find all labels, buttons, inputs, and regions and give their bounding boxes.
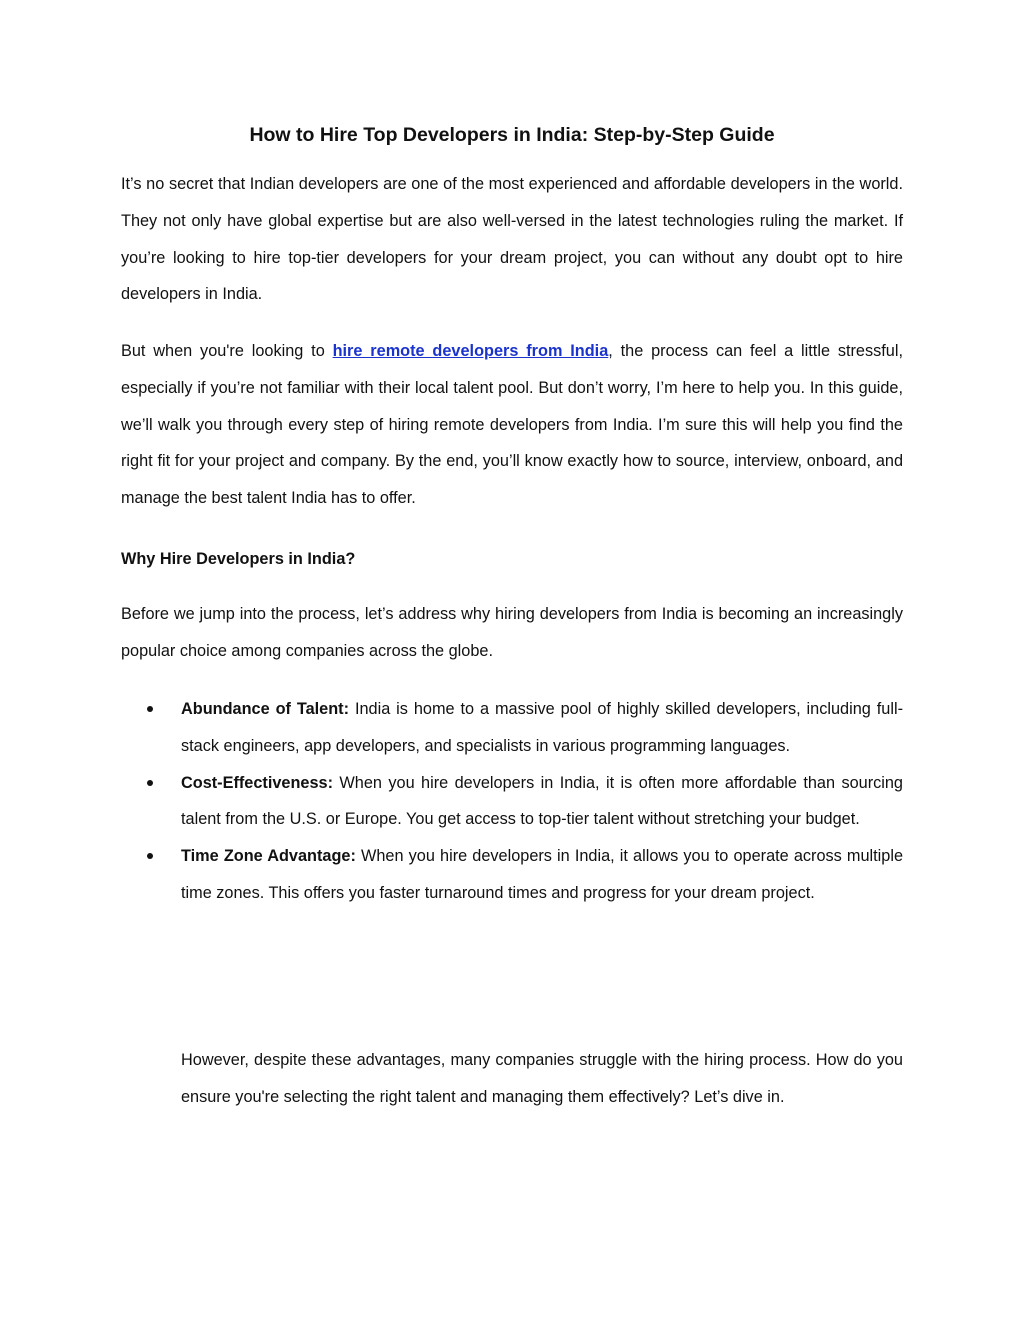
second-paragraph (121, 333, 903, 517)
intro-paragraph: It’s no secret that Indian developers are one of the most experienced and affordable developers in the world. They not only have global expertise but are also well-versed in the latest technologies ruling the market. If you’re looking to hire top-tier developers for your dream project, you can without any doubt opt to hire developers in India. (121, 175, 903, 304)
bullet-icon (147, 706, 153, 712)
section-intro-paragraph: Before we jump into the process, let’s address why hiring developers from India is becoming an increasingly popular choice among companies across the globe. (121, 605, 903, 660)
bullet-term: Abundance of Talent: (181, 700, 350, 718)
list-item (121, 691, 903, 765)
section-heading: Why Hire Developers in India? (121, 550, 356, 568)
bullet-icon (147, 853, 153, 859)
bullet-term: Cost-Effectiveness: (181, 773, 334, 792)
hire-remote-developers-link[interactable]: hire remote developers from India (332, 342, 609, 360)
bullet-text: When you hire developers in India, it is often more affordable than sourcing talent from the U.S. or Europe. You get access to top-tier talent without stretching your budget. (181, 773, 903, 829)
benefits-list (121, 691, 903, 912)
second-paragraph-rest: , the process can feel a little stressful, especially if you’re not familiar with their local talent pool. But don’t worry, I’m here to help you. In this guide, we’ll walk you through every step of hiring remote developers from India. I’m sure this will help you find the right fit for your project and company. By the end, you’ll know exactly how to source, interview, onboard, and manage the best talent India has to offer. (121, 342, 903, 508)
closing-paragraph: However, despite these advantages, many companies struggle with the hiring process. How do you ensure you're selecting the right talent and managing them effectively? Let’s dive in. (181, 1051, 903, 1106)
bullet-text: When you hire developers in India, it allows you to operate across multiple time zones. This offers you faster turnaround times and progress for your dream project. (181, 847, 903, 902)
list-item (121, 765, 903, 839)
bullet-term: Time Zone Advantage: (181, 847, 356, 866)
bullet-text: India is home to a massive pool of highly skilled developers, including full-stack engineers, app developers, and specialists in various programming languages. (181, 700, 903, 755)
document-title: How to Hire Top Developers in India: Step-by-Step Guide (249, 124, 775, 146)
bullet-icon (147, 780, 153, 786)
list-item (121, 838, 903, 912)
second-paragraph-lead: But when you're looking to (121, 342, 333, 360)
